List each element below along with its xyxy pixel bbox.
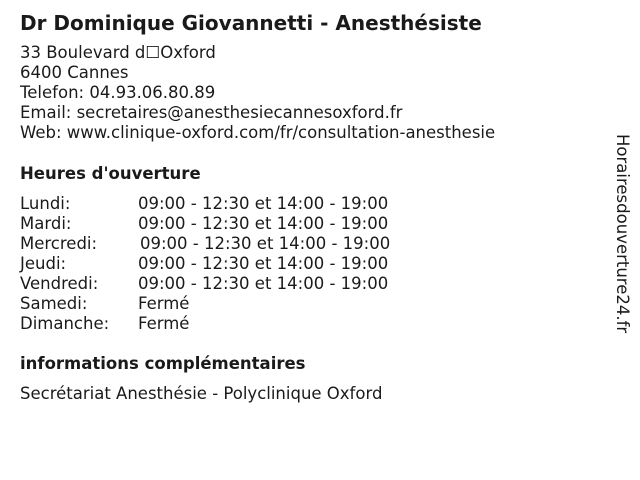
additional-info-heading: informations complémentaires [20, 354, 306, 373]
day-label: Samedi: [20, 294, 88, 313]
day-hours: 09:00 - 12:30 et 14:00 - 19:00 [138, 194, 389, 213]
day-hours: 09:00 - 12:30 et 14:00 - 19:00 [138, 254, 389, 273]
street-address: 33 Boulevard d☐Oxford [20, 43, 216, 62]
contact-block [20, 43, 495, 143]
page-title: Dr Dominique Giovannetti - Anesthésiste [20, 11, 482, 35]
additional-info-text: Secrétariat Anesthésie - Polyclinique Oxford [20, 384, 383, 403]
day-label: Mercredi: [20, 234, 98, 253]
day-label: Dimanche: [20, 314, 110, 333]
city: 6400 Cannes [20, 63, 129, 82]
day-hours: 09:00 - 12:30 et 14:00 - 19:00 [138, 274, 389, 293]
day-label: Mardi: [20, 214, 72, 233]
opening-hours-heading: Heures d'ouverture [20, 164, 201, 183]
day-hours: 09:00 - 12:30 et 14:00 - 19:00 [140, 234, 391, 253]
site-watermark: Horairesdouverture24.fr [613, 134, 632, 334]
day-hours: 09:00 - 12:30 et 14:00 - 19:00 [138, 214, 389, 233]
day-label: Lundi: [20, 194, 71, 213]
day-label: Jeudi: [20, 254, 67, 273]
website: Web: www.clinique-oxford.com/fr/consultation-anesthesie [20, 123, 496, 142]
day-hours: Fermé [138, 314, 190, 333]
email-address: Email: secretaires@anesthesiecannesoxford.fr [20, 103, 403, 122]
day-hours: Fermé [138, 294, 190, 313]
day-label: Vendredi: [20, 274, 99, 293]
phone-number: Telefon: 04.93.06.80.89 [20, 83, 216, 102]
